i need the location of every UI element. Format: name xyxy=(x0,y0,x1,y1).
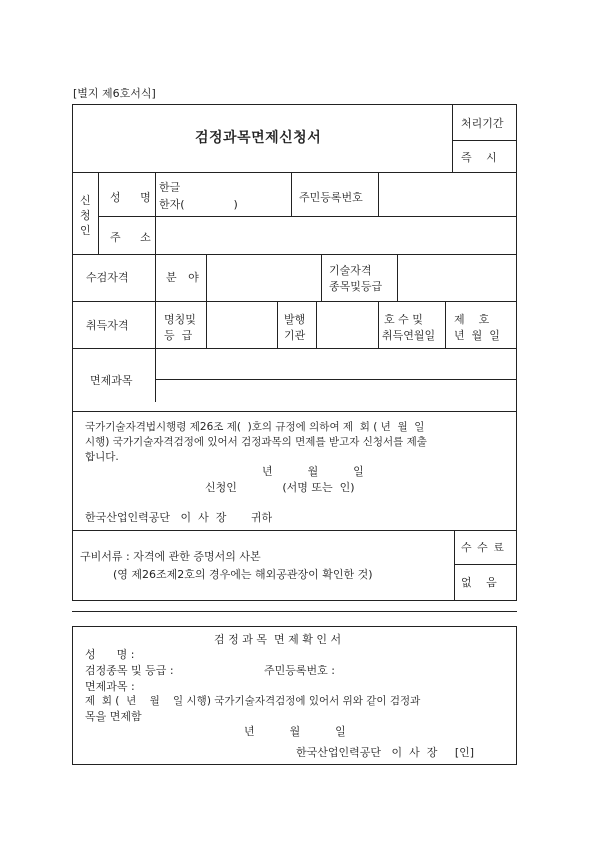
round-date-label-1: 호 수 및 xyxy=(384,313,423,326)
declaration-line-1: 국가기술자격법시행령 제26조 제( )호의 규정에 의하여 제 회 ( 년 월 일 xyxy=(85,421,425,433)
form-title: 검정과목면제신청서 xyxy=(195,130,322,146)
name-grade-label-2: 등 급 xyxy=(164,329,193,342)
name-grade-input[interactable] xyxy=(209,304,274,346)
issuer-input[interactable] xyxy=(319,304,375,346)
declaration-date[interactable]: 년 월 일 xyxy=(262,465,364,478)
declaration-line-3: 합니다. xyxy=(85,451,119,463)
exempt-subject-input-1[interactable] xyxy=(158,351,514,377)
exam-qualification-label: 수검자격 xyxy=(86,271,129,284)
acquired-qualification-label: 취득자격 xyxy=(86,319,129,332)
name-label: 성 명 xyxy=(110,191,159,204)
exempt-subject-input-2[interactable] xyxy=(158,382,514,409)
applicant-label-2: 청 xyxy=(80,209,91,222)
confirmation-rrn[interactable]: 주민등록번호 : xyxy=(264,664,335,677)
confirmation-issuer: 한국산업인력공단 이 사 장 [인] xyxy=(296,746,475,759)
cut-line xyxy=(72,611,517,612)
acquired-date-field[interactable]: 년 월 일 xyxy=(454,329,500,342)
field-input[interactable] xyxy=(209,257,318,299)
issuer-label-1: 발행 xyxy=(284,313,306,326)
address-field[interactable] xyxy=(158,219,514,252)
tech-category-label-1: 기술자격 xyxy=(329,264,372,277)
confirmation-exam-grade[interactable]: 검정종목 및 등급 : xyxy=(85,664,174,677)
exempt-subject-label: 면제과목 xyxy=(90,374,133,387)
fee-label: 수 수 료 xyxy=(461,541,505,554)
rrn-field[interactable] xyxy=(380,174,514,214)
tech-category-label-2: 종목및등급 xyxy=(329,280,383,293)
confirmation-exempt-subject[interactable]: 면제과목 : xyxy=(85,680,135,693)
issuer-label-2: 기관 xyxy=(284,329,306,342)
rrn-label: 주민등록번호 xyxy=(299,191,363,204)
field-label: 분 야 xyxy=(166,271,203,284)
name-hanja-field[interactable]: 한자( ) xyxy=(159,198,238,211)
applicant-label-3: 인 xyxy=(80,224,91,237)
round-date-label-2: 취득연월일 xyxy=(382,329,436,342)
required-documents-note: (영 제26조제2호의 경우에는 해외공관장이 확인한 것) xyxy=(113,568,373,581)
confirmation-line-1: 제 회 ( 년 월 일 시행) 국가기술자격검정에 있어서 위와 같이 검정과 xyxy=(85,695,421,707)
name-grade-label-1: 명칭및 xyxy=(164,313,196,326)
declaration-addressee: 한국산업인력공단 이 사 장 귀하 xyxy=(85,511,273,524)
round-number-field[interactable]: 제 호 xyxy=(454,313,490,326)
declaration-line-2: 시행) 국가기술자격검정에 있어서 검정과목의 면제를 받고자 신청서를 제출 xyxy=(85,436,427,448)
name-hangul-field[interactable]: 한글 xyxy=(159,181,181,194)
required-documents: 구비서류 : 자격에 관한 증명서의 사본 xyxy=(80,550,261,563)
fee-value: 없 음 xyxy=(461,576,498,589)
confirmation-title: 검 정 과 목 면 제 확 인 서 xyxy=(214,633,342,646)
form-number-label: [별지 제6호서식] xyxy=(73,87,156,100)
processing-period-value: 즉 시 xyxy=(461,151,498,164)
applicant-signature[interactable]: 신청인 (서명 또는 인) xyxy=(205,481,355,494)
tech-category-input[interactable] xyxy=(400,257,514,299)
applicant-label-1: 신 xyxy=(80,194,91,207)
confirmation-line-2: 목을 면제함 xyxy=(85,710,142,723)
confirmation-name[interactable]: 성 명 : xyxy=(85,648,135,661)
processing-period-label: 처리기간 xyxy=(461,117,504,130)
address-label: 주 소 xyxy=(110,231,159,244)
confirmation-date[interactable]: 년 월 일 xyxy=(244,725,346,738)
